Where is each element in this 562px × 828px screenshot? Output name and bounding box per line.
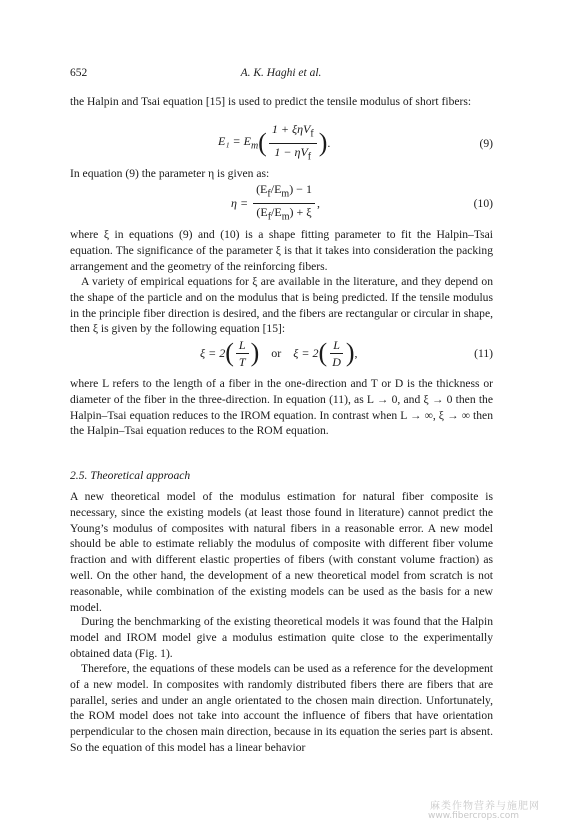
paragraph-empirical-equations: A variety of empirical equations for ξ are available in the literature, and they depend on the shape of the particle and on the modulus that is being predicted. If the tensile modulus in the principle fiber direction is desired, and the fibers are rectangular or circular in shape, then ξ is given by the following equation [15]: <box>70 275 493 336</box>
paragraph-limits: where L refers to the length of a fiber in the one-direction and T or D is the thickness or diameter of the fiber in the three-direction. In equation (11), as L → 0, and ξ → 0 then the Halpin–Tsai equation reduces to the IROM equation. In contrast when L → ∞, ξ → ∞ then the Halpin–Tsai equation reduces to the ROM equation. <box>70 377 493 438</box>
eq9-lhs: $E_1 = E_m$ <box>218 134 259 152</box>
paragraph-therefore: Therefore, the equations of these models can be used as a reference for the development of a new model. In composites with randomly distributed fibers there are fibers that are parallel, series and under an angle orientated to the chosen main direction. Unfortunately, the ROM model does not take into account the influence of fibers that have orientation perpendicular to the chosen main direction, because in its equation the series part is absent. So the equation of this model has a linear behavior <box>70 662 493 754</box>
paragraph-new-model: A new theoretical model of the modulus estimation for natural fiber composite is necessary, since the existing models (at least those found in literature) cannot predict the Young’s modulus of composites with natural fibers in a reasonable error. A new model should be able to estimate reliably the modulus of composite with different fiber volume fraction and with different elastic properties of fibers (with constant volume fraction) as well. On the other hand, the development of a new theoretical model from scratch is not reasonable, while combination of the existing models can be used as the basis for a new model. <box>70 490 493 614</box>
equation-11: ξ = 2 ( $\frac{L}{T}$ ) or ξ = 2 ( $\frac{L}{D}$ ) , (11) <box>70 331 493 375</box>
page-number: 652 <box>70 67 88 79</box>
equation-11-label: (11) <box>474 346 493 360</box>
paragraph-xi-definition: where ξ in equations (9) and (10) is a shape fitting parameter to fit the Halpin–Tsai equation. The significance of the parameter ξ is that it takes into consideration the packing arrangement and the geometry of the reinforcing fibers. <box>70 228 493 273</box>
equation-10-label: (10) <box>473 196 493 210</box>
eq10-lhs: η = <box>231 195 249 210</box>
running-header-authors: A. K. Haghi et al. <box>240 67 322 79</box>
section-heading: 2.5. Theoretical approach <box>70 469 191 482</box>
watermark-url: www.fibercrops.com <box>428 811 519 821</box>
paragraph-benchmarking: During the benchmarking of the existing theoretical models it was found that the Halpin model and IROM model give a modulus estimation quite close to the experimentally obtained data (Fig. 1). <box>70 615 493 660</box>
paragraph-eta-intro: In equation (9) the parameter η is given as: <box>70 167 270 180</box>
eq9-fraction: $\frac{1 + \xi\eta V_f}{1 - \eta V_f}$ <box>269 122 317 164</box>
equation-9: $E_1 = E_m$ ( $\frac{1 + \xi\eta V_f}{1 - \eta V_f}$ ) . (9) <box>70 121 493 165</box>
equation-9-label: (9) <box>479 136 493 150</box>
watermark-text: 麻类作物营养与施肥网 <box>430 801 540 812</box>
equation-10: η = $\frac{(E_f/E_m) - 1}{(E_f/E_m) + \xi}$ , (10) <box>70 181 493 225</box>
eq10-fraction: $\frac{(E_f/E_m) - 1}{(E_f/E_m) + \xi}$ <box>253 182 315 224</box>
paragraph-halpin-tsai-intro: the Halpin and Tsai equation [15] is used to predict the tensile modulus of short fibers: <box>70 95 472 108</box>
